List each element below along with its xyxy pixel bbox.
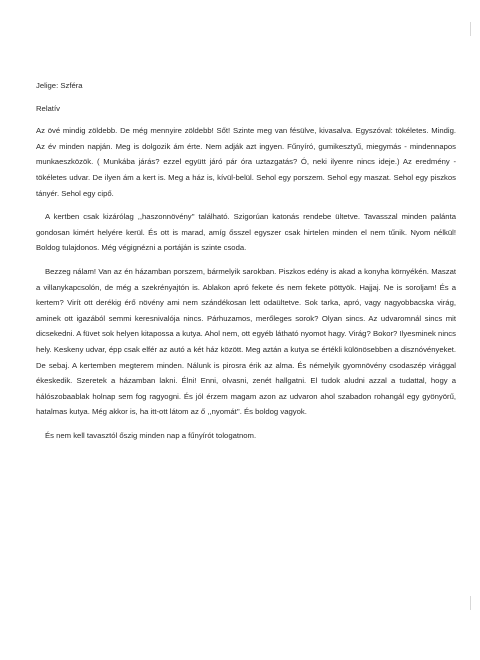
scan-edge-mark	[470, 22, 471, 36]
scan-edge-mark	[470, 596, 471, 610]
document-title: Relatív	[36, 103, 60, 113]
paragraph: És nem kell tavasztól őszig minden nap a fűnyírót tologatnom.	[45, 430, 257, 440]
document-body	[36, 78, 456, 451]
paragraph: Az övé mindig zöldebb. De még mennyire zöldebb! Sőt! Szinte meg van fésülve, kivasalva. Egyszóval: tökéletes. Mindig. Az év minden napján. Meg is dolgozik ám érte. Nem adják azt ingyen. Fűnyíró, gumikesztyű, miegymás - mindennapos munkaeszközök. ( Munkába járás? ezzel együtt járó pár óra uztazgatás? Ó, neki ilyenre nincs ideje.) Az eredmény - tökéletes udvar. De ilyen ám a kert is. Meg a ház is, kívül-belül. Sehol egy porszem. Sehol egy maszat. Sehol egy piszkos tányér. Sehol egy cipő.	[36, 126, 456, 198]
paragraph: Bezzeg nálam! Van az én házamban porszem, bármelyik sarokban. Piszkos edény is akad a konyha környékén. Maszat a villanykapcsolón, de még a szekrényajtón is. Ablakon apró fekete és nem fekete pöttyök. Hajjaj. Ne is soroljam! És a kertem? Virít ott derékig érő növény ami nem szándékosan lett odaültetve. Sok tarka, apró, vagy nagyobbacska virág, aminek ott igazából semmi keresnivalója nincs. Párhuzamos, merőleges sorok? Olyan sincs. Az udvaromnál sincs mit dicsekedni. A füvet sok helyen kitapossa a kutya. Ahol nem, ott egyéb látható nyomot hagy. Virág? Bokor? Ilyesminek nincs hely. Keskeny udvar, épp csak elfér az autó a két ház között. Meg aztán a kutya se értékli különösebben a disznóvényeket. De sebaj. A kertemben megterem minden. Nálunk is pirosra érik az alma. És némelyik gyomnövény csodaszép virággal ékeskedik. Szeretek a házamban lakni. Élni! Enni, olvasni, zenét hallgatni. El tudok aludni azzal a tudattal, hogy a hálószobaablak holnap sem fog ragyogni. És jól érzem magam azon az udvaron ahol szabadon rohangál egy gyönyörű, hatalmas kutya. Még akkor is, ha itt-ott látom az ő ,,nyomát''. És boldog vagyok.	[36, 266, 456, 417]
paragraph: A kertben csak kizárólag ,,haszonnövény'' található. Szigorúan katonás rendebe ültetve. Tavasszal minden palánta gondosan kimért helyére kerül. És ott is marad, amíg ősszel egyszer csak hirtelen minden el nem tűnik. Nyom nélkül! Boldog tulajdonos. Még végignézni a portáján is szinte csoda.	[36, 212, 456, 253]
motto-line: Jelige: Szféra	[36, 81, 83, 90]
